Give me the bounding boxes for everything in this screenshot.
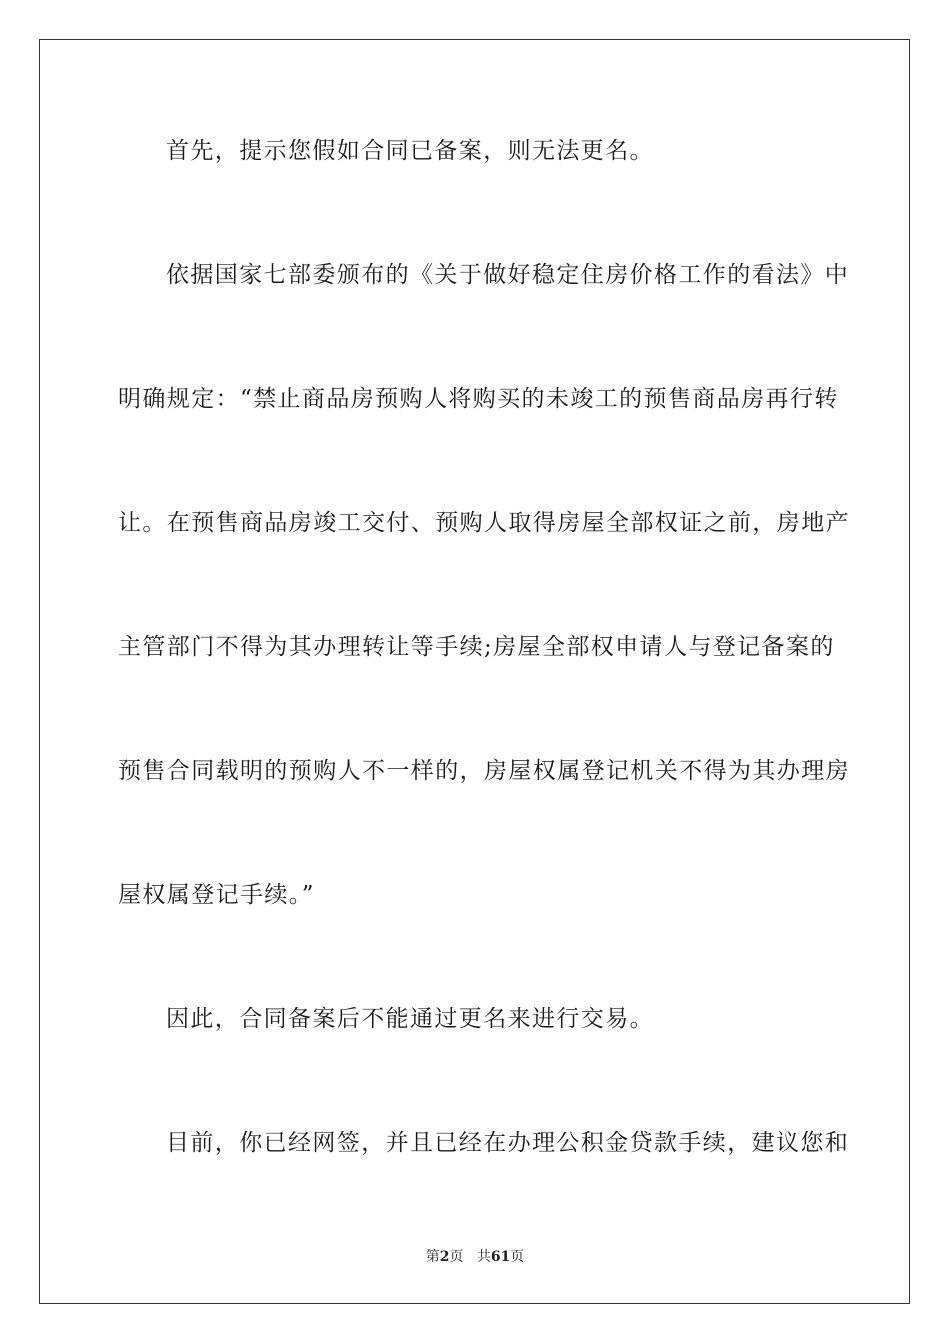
paragraph-line-3: 明确规定：“禁止商品房预购人将购买的未竣工的预售商品房再行转: [118, 386, 839, 412]
page-border: [39, 39, 910, 1304]
paragraph-line-7: 屋权属登记手续。”: [118, 882, 315, 908]
paragraph-line-2: 依据国家七部委颁布的《关于做好稳定住房价格工作的看法》中: [166, 262, 850, 288]
paragraph-line-5: 主管部门不得为其办理转让等手续;房屋全部权申请人与登记备案的: [118, 634, 835, 660]
page-footer: [0, 1248, 950, 1266]
paragraph-line-9: 目前，你已经网签，并且已经在办理公积金贷款手续，建议您和: [166, 1130, 850, 1156]
total-suffix: 页: [510, 1249, 525, 1265]
paragraph-line-8: 因此，合同备案后不能通过更名来进行交易。: [166, 1006, 654, 1032]
paragraph-line-1: 首先，提示您假如合同已备案，则无法更名。: [166, 138, 654, 164]
page-prefix: 第: [425, 1249, 440, 1265]
total-prefix: 共: [476, 1249, 491, 1265]
total-pages: 61: [490, 1249, 511, 1265]
page-number: 2: [439, 1249, 450, 1265]
paragraph-line-4: 让。在预售商品房竣工交付、预购人取得房屋全部权证之前，房地产: [118, 510, 850, 536]
page-suffix: 页: [449, 1249, 464, 1265]
paragraph-line-6: 预售合同载明的预购人不一样的，房屋权属登记机关不得为其办理房: [118, 758, 850, 784]
